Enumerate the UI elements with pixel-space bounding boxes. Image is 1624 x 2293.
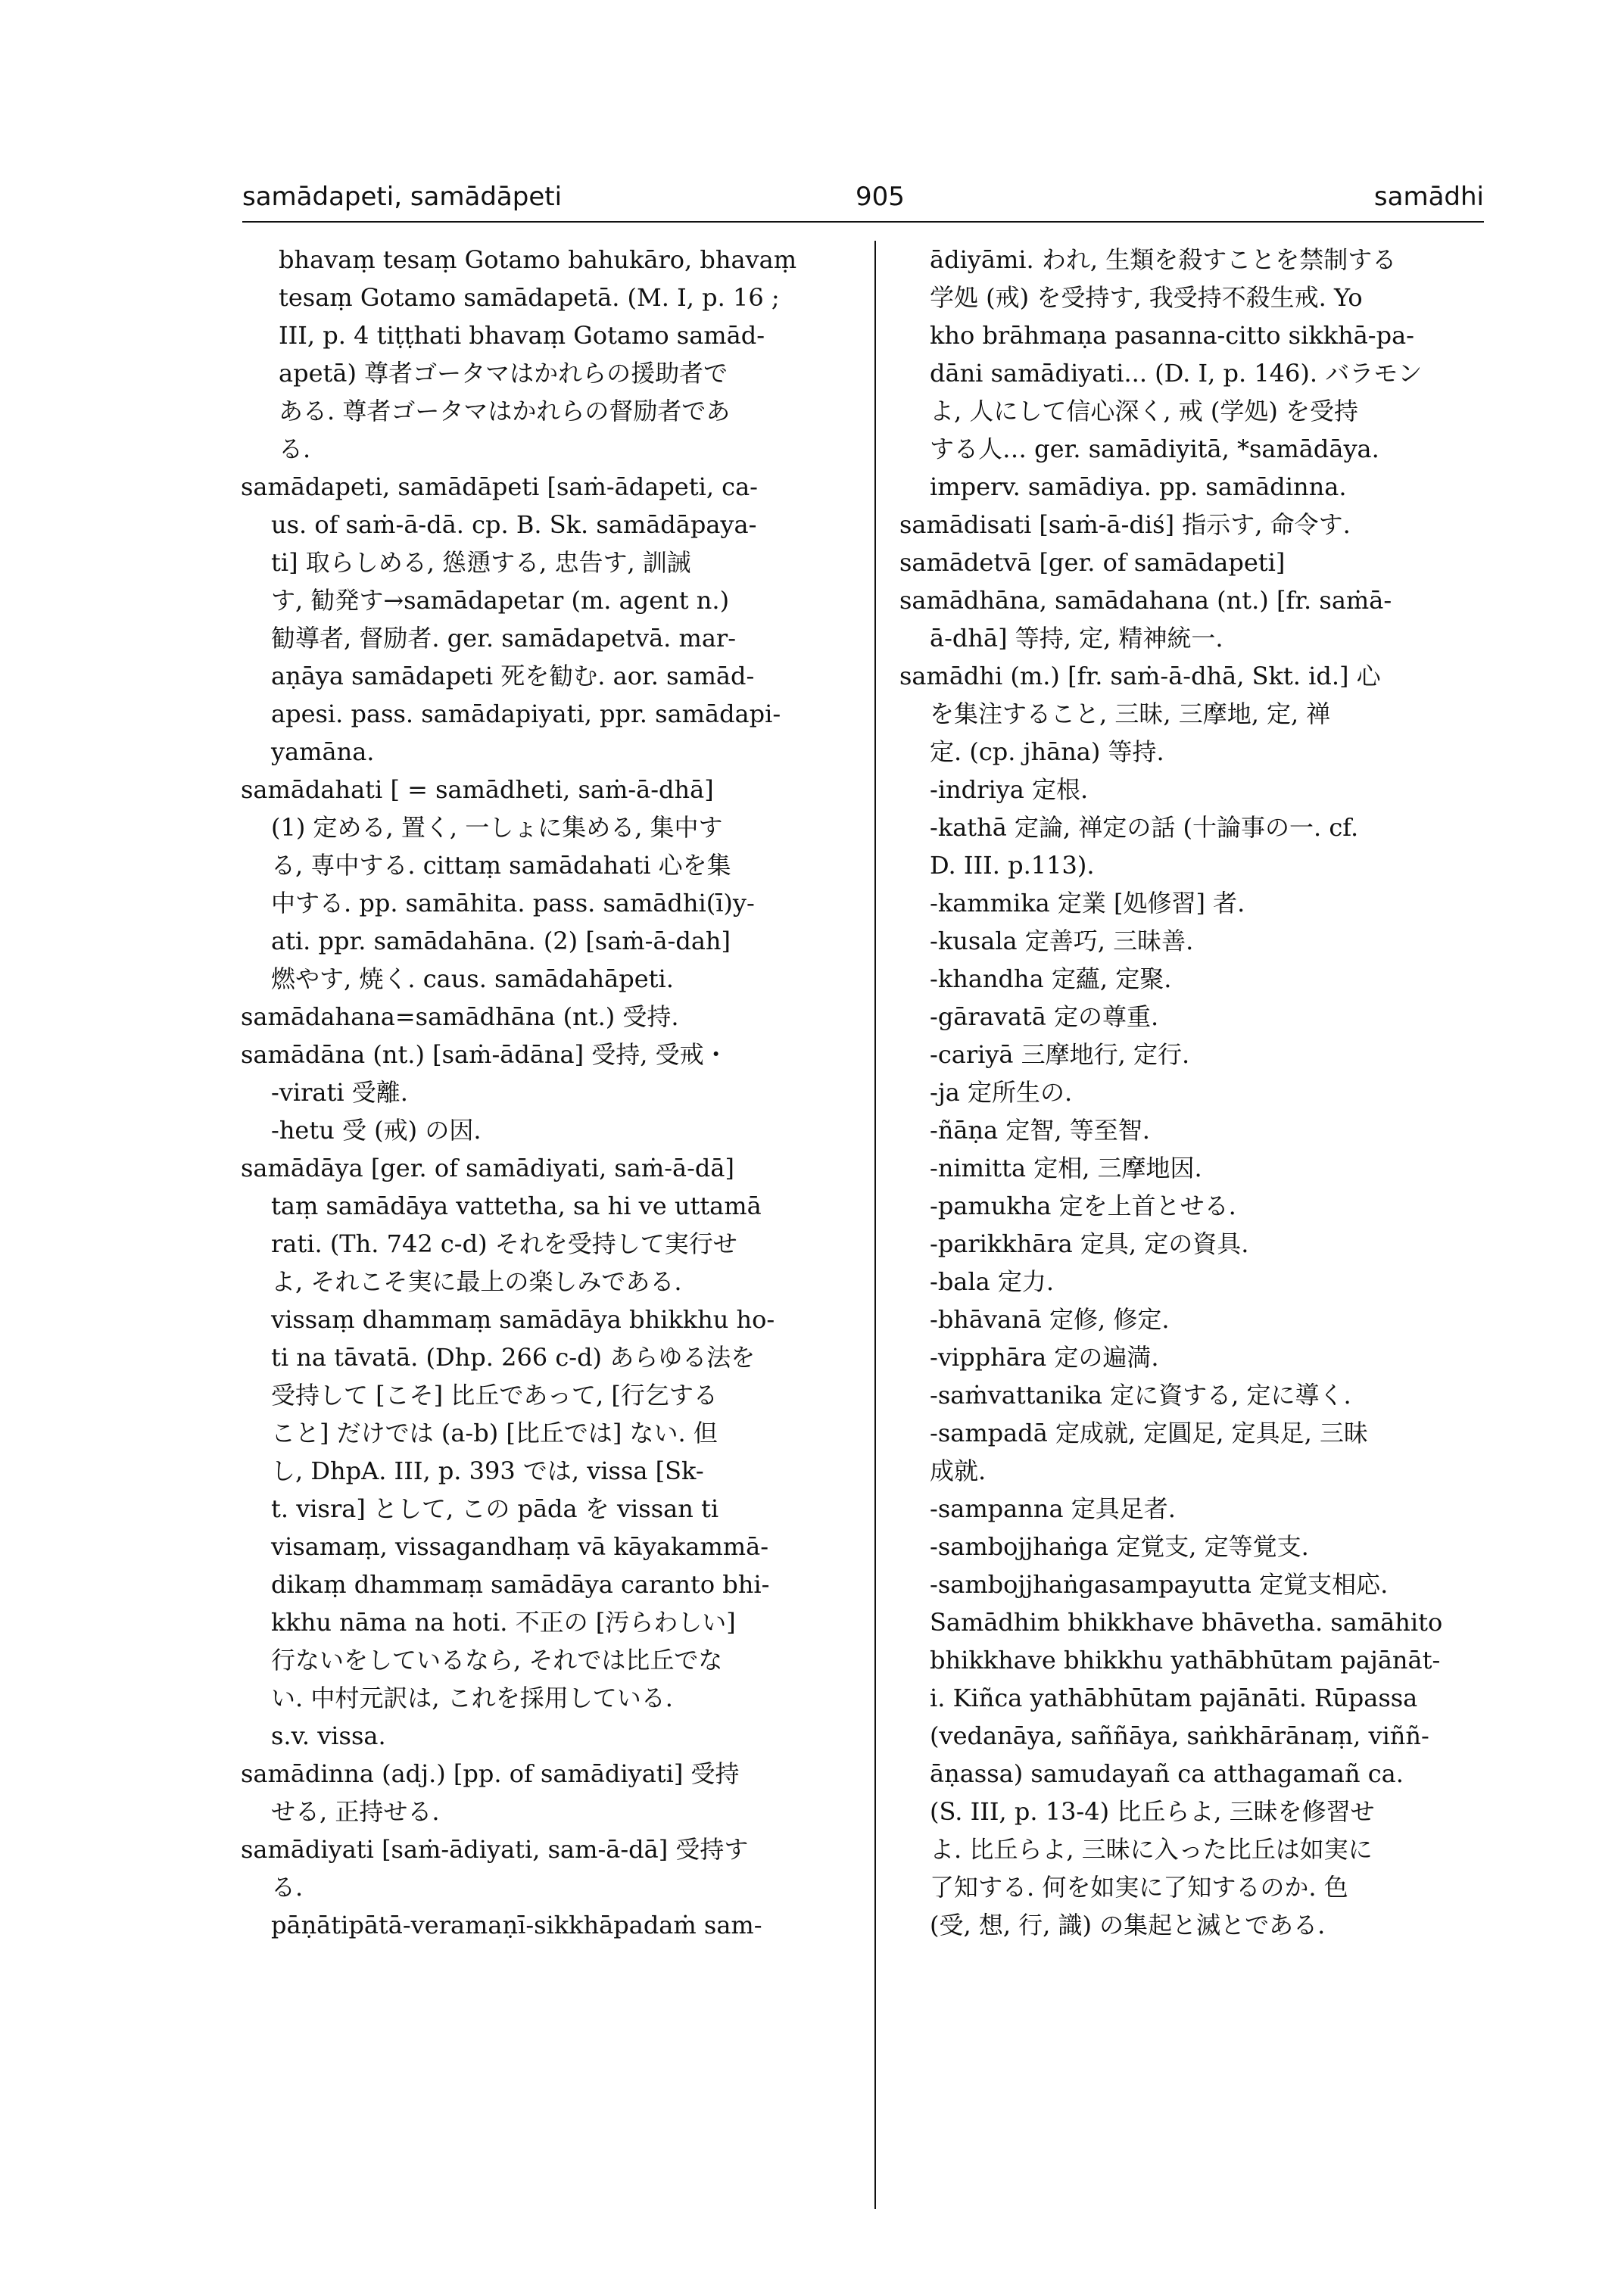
text-line: imperv. samādiya. pp. samādinna. [930,472,1347,501]
text-line: t. visra] として, この pāda を vissan ti [271,1494,719,1523]
text-line: rati. (Th. 742 c-d) それを受持して実行せ [271,1229,737,1258]
text-line: -saṁvattanika 定に資する, 定に導く. [930,1381,1351,1410]
text-line: -cariyā 三摩地行, 定行. [930,1040,1190,1069]
text-line: る. [279,435,311,463]
text-line: -khandha 定蘊, 定聚. [930,964,1172,993]
text-line: す, 勧発す→samādapetar (m. agent n.) [271,586,730,615]
text-line: vissaṃ dhammaṃ samādāya bhikkhu ho- [271,1305,775,1334]
text-line: -hetu 受 (戒) の因. [271,1116,482,1145]
text-line: ādiyāmi. われ, 生類を殺すことを禁制する [930,245,1397,274]
text-line: 定. (cp. jhāna) 等持. [930,737,1164,766]
text-line: samādhi (m.) [fr. saṁ-ā-dhā, Skt. id.] 心 [899,662,1381,690]
text-line: kkhu nāma na hoti. 不正の [汚らわしい] [271,1608,736,1637]
text-line: る. [271,1873,304,1902]
text-line: dikaṃ dhammaṃ samādāya caranto bhi- [271,1570,770,1599]
page-header [242,182,1484,220]
text-line: samādetvā [ger. of samādapeti] [899,548,1286,577]
text-line: よ. 比丘らよ, 三昧に入った比丘は如実に [930,1835,1373,1864]
text-line: よ, それこそ実に最上の楽しみである. [271,1267,682,1296]
text-line: せる, 正持せる. [271,1797,440,1826]
text-line: bhavaṃ tesaṃ Gotamo bahukāro, bhavaṃ [279,245,797,274]
text-line: 学処 (戒) を受持す, 我受持不殺生戒. Yo [930,283,1363,312]
text-line: 勧導者, 督励者. ger. samādapetvā. mar- [271,624,737,653]
text-line: kho brāhmaṇa pasanna-citto sikkhā-pa- [930,321,1414,350]
text-line: 燃やす, 焼く. caus. samādahāpeti. [271,964,674,993]
text-line: -kathā 定論, 禅定の話 (十論事の一. cf. [930,813,1359,842]
header-right-guideword: samādhi [1373,182,1484,212]
text-line: -kusala 定善巧, 三昧善. [930,927,1194,955]
text-line: る, 専中する. cittaṃ samādahati 心を集 [271,851,731,880]
text-line: -parikkhāra 定具, 定の資具. [930,1229,1249,1258]
text-line: -gāravatā 定の尊重. [930,1002,1159,1031]
text-line: 中する. pp. samāhita. pass. samādhi(ī)y- [271,889,755,918]
text-line: samādiyati [saṁ-ādiyati, sam-ā-dā] 受持す [241,1835,749,1864]
text-line: 行ないをしているなら, それでは比丘でな [271,1646,723,1675]
text-line: を集注すること, 三昧, 三摩地, 定, 禅 [930,699,1331,728]
text-line: -kammika 定業 [処修習] 者. [930,889,1245,918]
text-line: 受持して [こそ] 比丘であって, [行乞する [271,1381,718,1410]
text-line: い. 中村元訳は, これを採用している. [271,1684,673,1712]
text-line: (受, 想, 行, 識) の集起と滅とである. [930,1911,1326,1939]
text-line: ある. 尊者ゴータマはかれらの督励者であ [279,397,731,425]
text-line: samādapeti, samādāpeti [saṁ-ādapeti, ca- [241,472,758,501]
text-line: samādahana=samādhāna (nt.) 受持. [241,1002,679,1031]
text-line: visamaṃ, vissagandhaṃ vā kāyakammā- [271,1532,769,1561]
text-line: i. Kiñca yathābhūtam pajānāti. Rūpassa [930,1684,1418,1712]
text-line: ati. ppr. samādahāna. (2) [saṁ-ā-dah] [271,927,731,955]
text-line: -sampadā 定成就, 定圓足, 定具足, 三昧 [930,1419,1368,1447]
text-line: ti na tāvatā. (Dhp. 266 c-d) あらゆる法を [271,1343,756,1372]
page-number: 905 [856,182,905,212]
header-rule [242,221,1484,223]
header-left-guideword: samādapeti, samādāpeti [242,182,563,212]
text-line: -nimitta 定相, 三摩地因. [930,1154,1202,1182]
text-line: -pamukha 定を上首とせる. [930,1192,1236,1220]
text-line: 成就. [930,1456,987,1485]
text-line: ā-dhā] 等持, 定, 精神統一. [930,624,1223,653]
text-line: apetā) 尊者ゴータマはかれらの援助者で [279,359,728,388]
text-line: D. III. p.113). [930,851,1095,880]
text-line: yamāna. [271,737,375,766]
text-line: -virati 受離. [271,1078,408,1107]
column-divider [874,241,876,2209]
text-line: -bala 定力. [930,1267,1055,1296]
text-line: こと] だけでは (a-b) [比丘では] ない. 但 [271,1419,718,1447]
text-line: s.v. vissa. [271,1721,386,1750]
text-line: samādahati [ = samādheti, saṁ-ā-dhā] [241,775,714,804]
text-line: samādāna (nt.) [saṁ-ādāna] 受持, 受戒・ [241,1040,728,1069]
text-line: samādinna (adj.) [pp. of samādiyati] 受持 [241,1759,740,1788]
right-column [899,241,1505,1944]
text-line: tesaṃ Gotamo samādapetā. (M. I, p. 16 ; [279,283,780,312]
text-line: āṇassa) samudayañ ca atthagamañ ca. [930,1759,1404,1788]
text-line: ti] 取らしめる, 慫慂する, 忠告す, 訓誡 [271,548,691,577]
text-line: Samādhim bhikkhave bhāvetha. samāhito [930,1608,1443,1637]
text-line: apesi. pass. samādapiyati, ppr. samādapi- [271,699,781,728]
text-line: (1) 定める, 置く, 一しょに集める, 集中す [271,813,723,842]
text-line: -sambojjhaṅgasampayutta 定覚支相応. [930,1570,1389,1599]
text-line: (vedanāya, saññāya, saṅkhārānaṃ, viññ- [930,1721,1429,1750]
text-line: -indriya 定根. [930,775,1089,804]
text-line: samādisati [saṁ-ā-diś] 指示す, 命令す. [899,510,1351,539]
text-line: -bhāvanā 定修, 修定. [930,1305,1170,1334]
text-line: pāṇātipātā-veramaṇī-sikkhāpadaṁ sam- [271,1911,762,1939]
text-line: -sambojjhaṅga 定覚支, 定等覚支. [930,1532,1309,1561]
text-line: よ, 人にして信心深く, 戒 (学処) を受持 [930,397,1359,425]
text-line: samādhāna, samādahana (nt.) [fr. saṁā- [899,586,1392,615]
text-line: dāni samādiyati... (D. I, p. 146). バラモン [930,359,1423,388]
text-line: aṇāya samādapeti 死を勧む. aor. samād- [271,662,755,690]
text-line: -sampanna 定具足者. [930,1494,1176,1523]
text-line: (S. III, p. 13-4) 比丘らよ, 三昧を修習せ [930,1797,1375,1826]
text-line: -ñāṇa 定智, 等至智. [930,1116,1150,1145]
text-line: samādāya [ger. of samādiyati, saṁ-ā-dā] [241,1154,734,1182]
text-line: -vipphāra 定の遍満. [930,1343,1159,1372]
text-line: III, p. 4 tiṭṭhati bhavaṃ Gotamo samād- [279,321,765,350]
text-line: し, DhpA. III, p. 393 では, vissa [Sk- [271,1456,704,1485]
text-line: -ja 定所生の. [930,1078,1073,1107]
left-column [241,241,854,1944]
text-line: bhikkhave bhikkhu yathābhūtam pajānāt- [930,1646,1441,1675]
text-line: 了知する. 何を如実に了知するのか. 色 [930,1873,1348,1902]
text-line: する人… ger. samādiyitā, *samādāya. [930,435,1379,463]
text-line: taṃ samādāya vattetha, sa hi ve uttamā [271,1192,762,1220]
text-line: us. of saṁ-ā-dā. cp. B. Sk. samādāpaya- [271,510,757,539]
